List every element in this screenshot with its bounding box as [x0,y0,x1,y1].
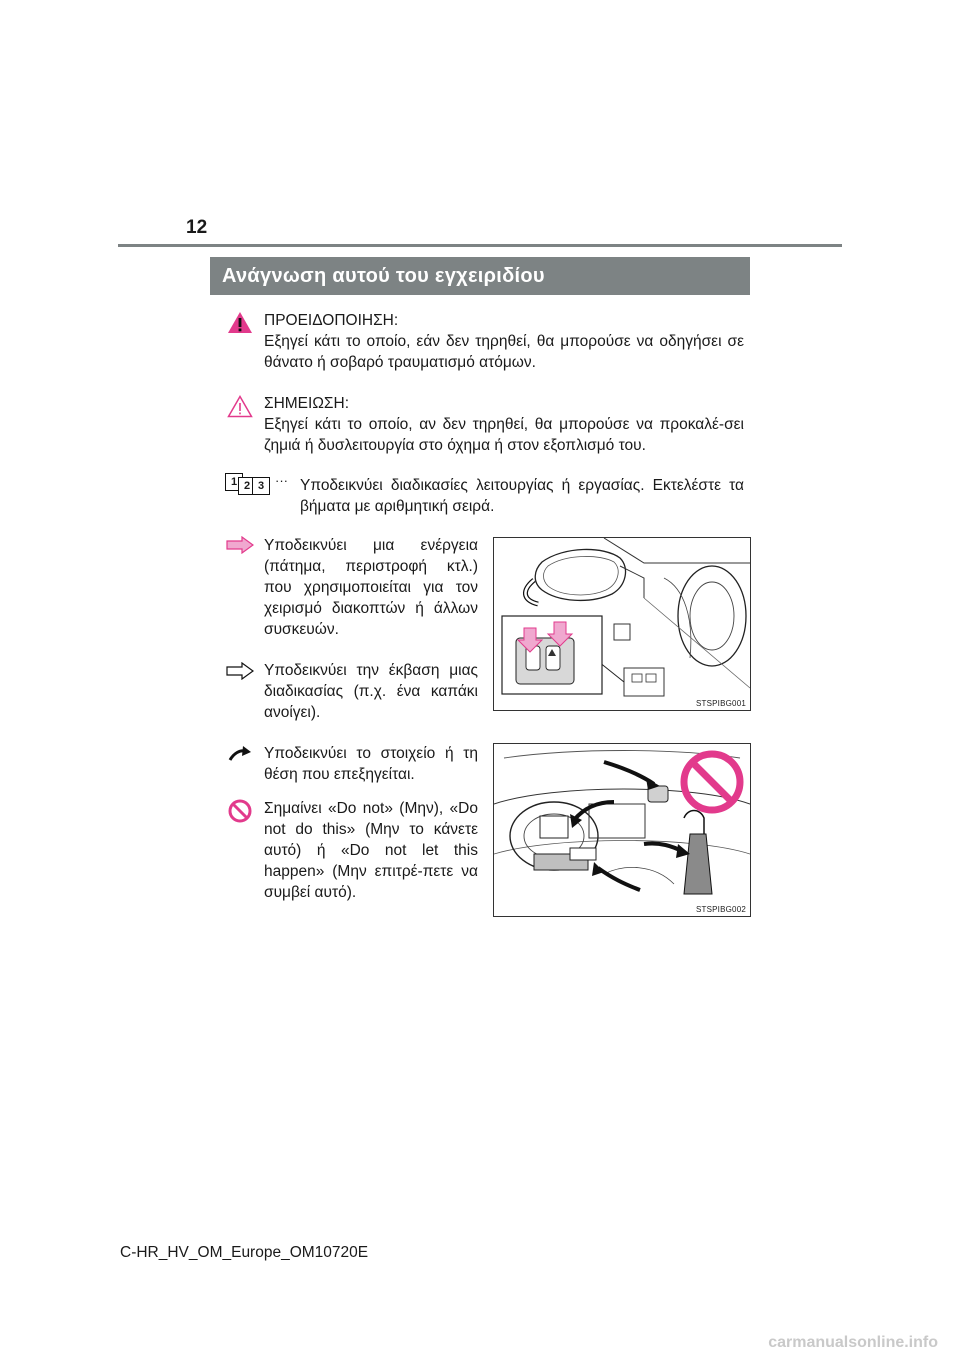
warning-triangle-filled-icon [227,311,253,334]
document-footer: C-HR_HV_OM_Europe_OM10720E [120,1244,369,1261]
top-rule [118,244,842,247]
dashboard-illustration [494,744,750,916]
do-not-icon [228,799,252,823]
step-box-3: 3 [252,477,270,495]
figure-2-caption: STSPIBG002 [695,905,746,914]
action-arrow-pink-icon [226,536,254,554]
mirror-switch-figure [493,537,751,711]
pointer-arrow-icon [228,746,252,762]
pointer-text: Υποδεικνύει το στοιχείο ή τη θέση που επεξηγείται. [264,745,478,783]
action-text: Υποδεικνύει μια ενέργεια (πάτημα, περιστροφή κτλ.) που χρησιμοποιείται για τον χειρισμό διακοπτών ή άλλων συσκευών. [264,537,478,638]
watermark: carmanualsonline.info [768,1334,938,1351]
steps-text: Υποδεικνύει διαδικασίες λειτουργίας ή εργασίας. Εκτελέστε τα βήματα με αριθμητική σειρά. [300,477,744,515]
notice-label: ΣΗΜΕΙΩΣΗ: [264,395,350,412]
figure-1-caption: STSPIBG001 [695,699,746,708]
warning-text: Εξηγεί κάτι το οποίο, εάν δεν τηρηθεί, θα μπορούσε να οδηγήσει σε θάνατο ή σοβαρό τραυματισμό ατόμων. [264,333,744,371]
warning-label: ΠΡΟΕΙΔΟΠΟΙΗΣΗ: [264,312,399,329]
notice-entry [264,393,744,456]
notice-triangle-outline-icon [227,395,253,418]
warning-entry [264,310,744,373]
step-box-2: 2 [238,477,256,495]
mirror-switch-illustration [494,538,750,710]
notice-text: Εξηγεί κάτι το οποίο, αν δεν τηρηθεί, θα μπορούσε να προκαλέ-σει ζημιά ή δυσλειτουργία στο όχημα ή στον εξοπλισμό του. [264,416,744,454]
outcome-text: Υποδεικνύει την έκβαση μιας διαδικασίας (π.χ. ένα καπάκι ανοίγει). [264,662,478,721]
page-number: 12 [186,217,208,238]
step-dots: ··· [275,473,288,488]
outcome-arrow-outline-icon [226,662,254,680]
step-box-1: 1 [225,473,243,491]
do-not-text: Σημαίνει «Do not» (Μην), «Do not do this» (Μην το κάνετε αυτό) ή «Do not let this happen» (Μην επιτρέ-πετε να συμβεί αυτό). [264,800,478,901]
numbered-steps-icon [225,473,293,495]
section-title: Ανάγνωση αυτού του εγχειριδίου [210,257,750,295]
dashboard-figure [493,743,751,917]
